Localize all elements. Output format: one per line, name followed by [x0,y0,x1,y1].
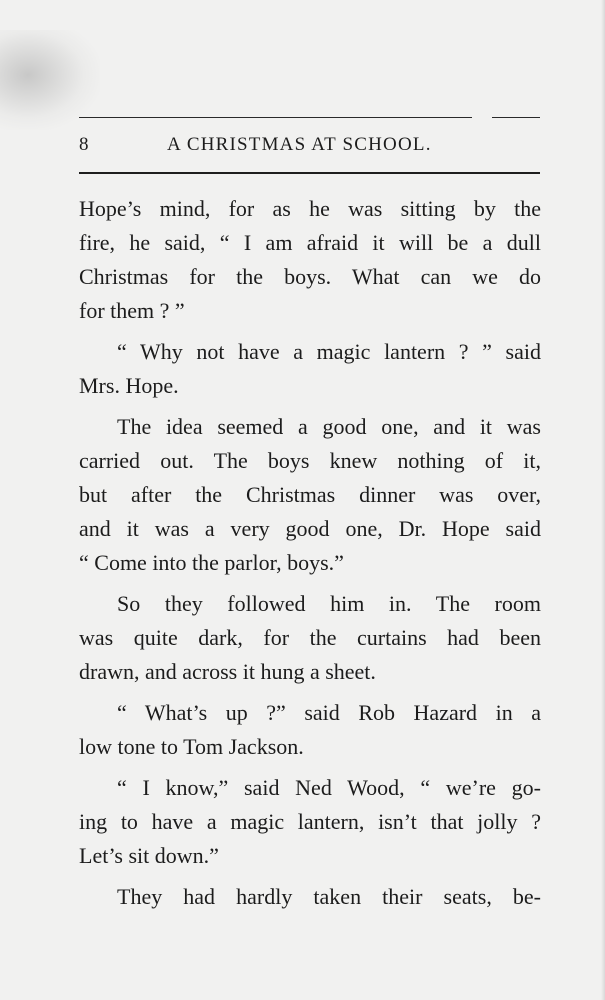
text-line: Mrs. Hope. [79,373,179,398]
text-line: but after the Christmas dinner was over, [79,482,541,507]
text-line: “ Come into the parlor, boys.” [79,550,344,575]
text-line: and it was a very good one, Dr. Hope said [79,516,541,541]
text-line: ing to have a magic lantern, isn’t that jolly ? [79,809,541,834]
text-line: So they followed him in. The room [117,591,541,616]
text-line: drawn, and across it hung a sheet. [79,659,376,684]
running-header [79,134,540,160]
text-line: “ I know,” said Ned Wood, “ we’re go- [117,775,541,800]
page-smudge [0,30,100,130]
text-line: Christmas for the boys. What can we do [79,264,541,289]
running-title: A CHRISTMAS AT SCHOOL. [167,134,432,155]
text-line: was quite dark, for the curtains had been [79,625,541,650]
text-line: carried out. The boys knew nothing of it, [79,448,541,473]
text-line: for them ? ” [79,298,185,323]
text-line: low tone to Tom Jackson. [79,734,304,759]
top-rule-short [492,117,540,118]
text-line: Let’s sit down.” [79,843,219,868]
text-line: Hope’s mind, for as he was sitting by the [79,196,541,221]
page-number: 8 [79,134,90,155]
text-line: fire, he said, “ I am afraid it will be a dull [79,230,541,255]
text-line: “ What’s up ?” said Rob Hazard in a [117,700,541,725]
header-rule [79,172,540,174]
text-line: The idea seemed a good one, and it was [117,414,541,439]
text-line: “ Why not have a magic lantern ? ” said [117,339,541,364]
text-line: They had hardly taken their seats, be- [117,884,541,909]
page-edge [601,0,605,1000]
body-text [79,192,541,914]
top-rule [79,117,472,118]
